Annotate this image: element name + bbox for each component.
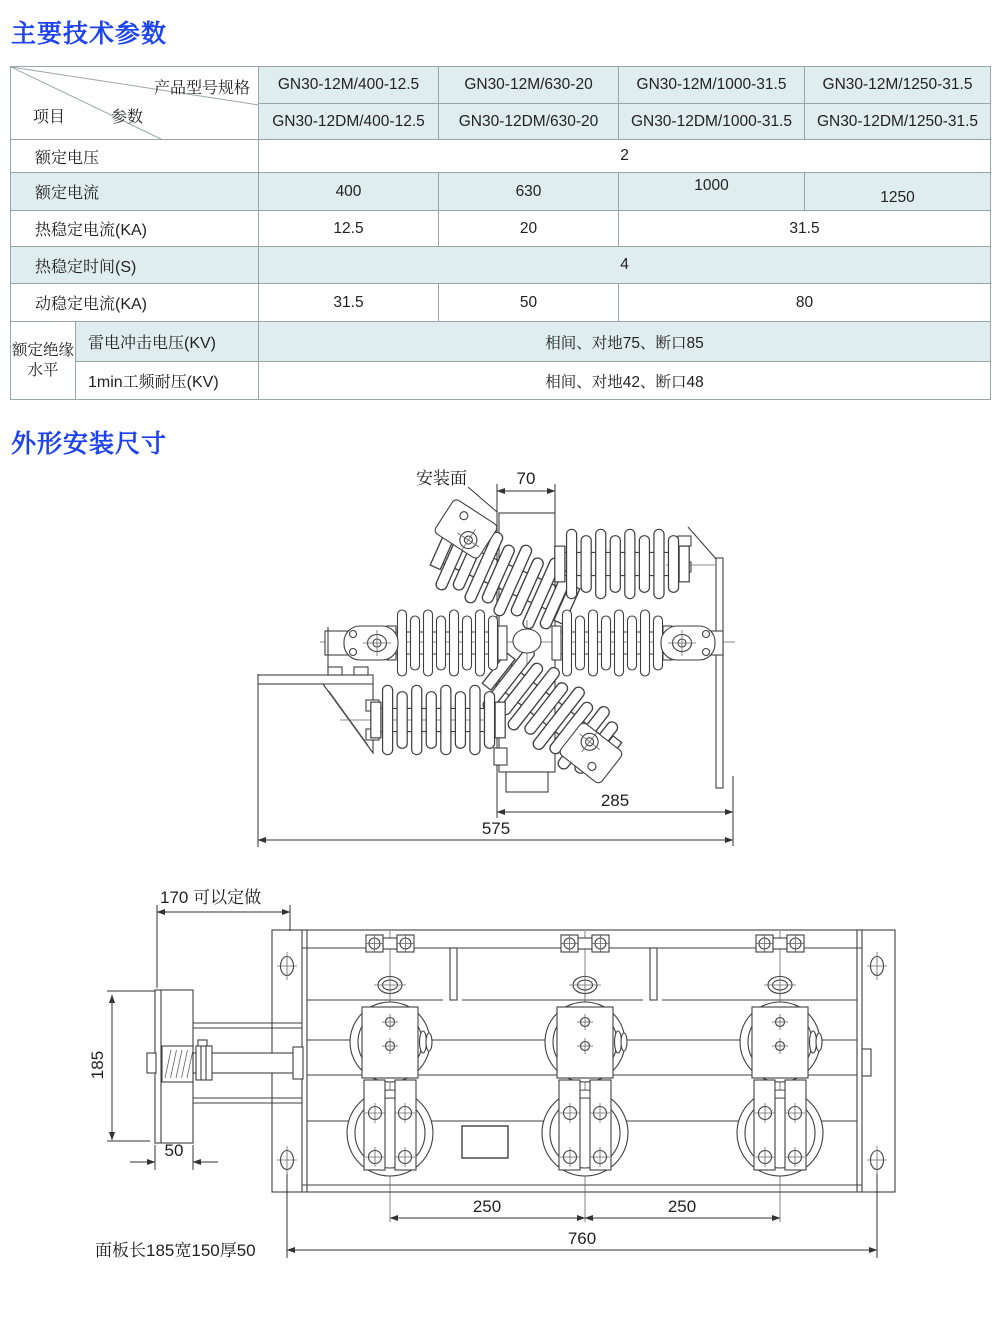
dim-250-left-label: 250	[472, 1197, 502, 1216]
param-value: 12.5	[259, 211, 439, 247]
corner-label-item: 项目	[33, 109, 66, 126]
param-label: 额定电压	[11, 140, 259, 173]
param-label: 热稳定电流(KA)	[11, 211, 259, 247]
model-header: GN30-12DM/400-12.5	[259, 104, 439, 140]
param-value: 2	[259, 140, 991, 173]
param-value: 630	[439, 173, 619, 211]
dim-185-label: 185	[88, 1050, 107, 1080]
technical-drawings	[0, 455, 1000, 1325]
dim-50-label: 50	[164, 1141, 184, 1160]
param-value: 1000	[619, 173, 805, 211]
model-header: GN30-12DM/1000-31.5	[619, 104, 805, 140]
param-value: 20	[439, 211, 619, 247]
corner-label-param: 参数	[111, 109, 144, 126]
left-shelf	[258, 675, 373, 684]
dim-170-label: 170 可以定做	[160, 888, 262, 907]
table-row	[11, 140, 991, 173]
model-header: GN30-12DM/1250-31.5	[805, 104, 991, 140]
table-row	[11, 322, 991, 362]
param-value: 400	[259, 173, 439, 211]
param-value: 50	[439, 284, 619, 322]
dim-575-label: 575	[481, 819, 511, 838]
model-header: GN30-12M/1250-31.5	[805, 67, 991, 104]
param-label: 1min工频耐压(KV)	[76, 362, 259, 400]
model-header: GN30-12M/400-12.5	[259, 67, 439, 104]
param-group-label: 额定绝缘水平	[11, 322, 76, 400]
page-title-parameters: 主要技术参数	[11, 20, 168, 48]
param-label: 雷电冲击电压(KV)	[76, 322, 259, 362]
param-value: 1250	[805, 173, 991, 211]
table-row	[11, 173, 991, 211]
table-row	[11, 362, 991, 400]
side-view-drawing	[258, 469, 735, 847]
param-value: 相间、对地42、断口48	[259, 362, 991, 400]
model-header: GN30-12DM/630-20	[439, 104, 619, 140]
param-value: 31.5	[259, 284, 439, 322]
page-title-dimensions: 外形安装尺寸	[11, 430, 168, 458]
param-label: 额定电流	[11, 173, 259, 211]
front-view-drawing	[88, 888, 895, 1260]
dim-760-label: 760	[567, 1229, 597, 1248]
center-pivot	[513, 629, 541, 653]
dim-70-label: 70	[516, 469, 536, 488]
table-row	[11, 284, 991, 322]
spring-housing	[162, 1046, 193, 1082]
table-row	[11, 211, 991, 247]
dim-250-right-label: 250	[667, 1197, 697, 1216]
param-value: 31.5	[619, 211, 991, 247]
right-support-bar	[716, 558, 723, 788]
gusset-plate	[323, 684, 373, 753]
param-label: 动稳定电流(KA)	[11, 284, 259, 322]
param-label: 热稳定时间(S)	[11, 247, 259, 284]
mount-face-label: 安装面	[416, 469, 467, 488]
dim-285-label: 285	[600, 791, 630, 810]
table-row	[11, 247, 991, 284]
param-value: 相间、对地75、断口85	[259, 322, 991, 362]
param-value: 80	[619, 284, 991, 322]
model-header: GN30-12M/630-20	[439, 67, 619, 104]
spec-table	[10, 66, 991, 400]
model-header: GN30-12M/1000-31.5	[619, 67, 805, 104]
param-value: 4	[259, 247, 991, 284]
panel-note: 面板长185宽150厚50	[95, 1241, 256, 1260]
corner-label-model: 产品型号规格	[153, 80, 250, 97]
table-corner-cell	[11, 67, 259, 140]
